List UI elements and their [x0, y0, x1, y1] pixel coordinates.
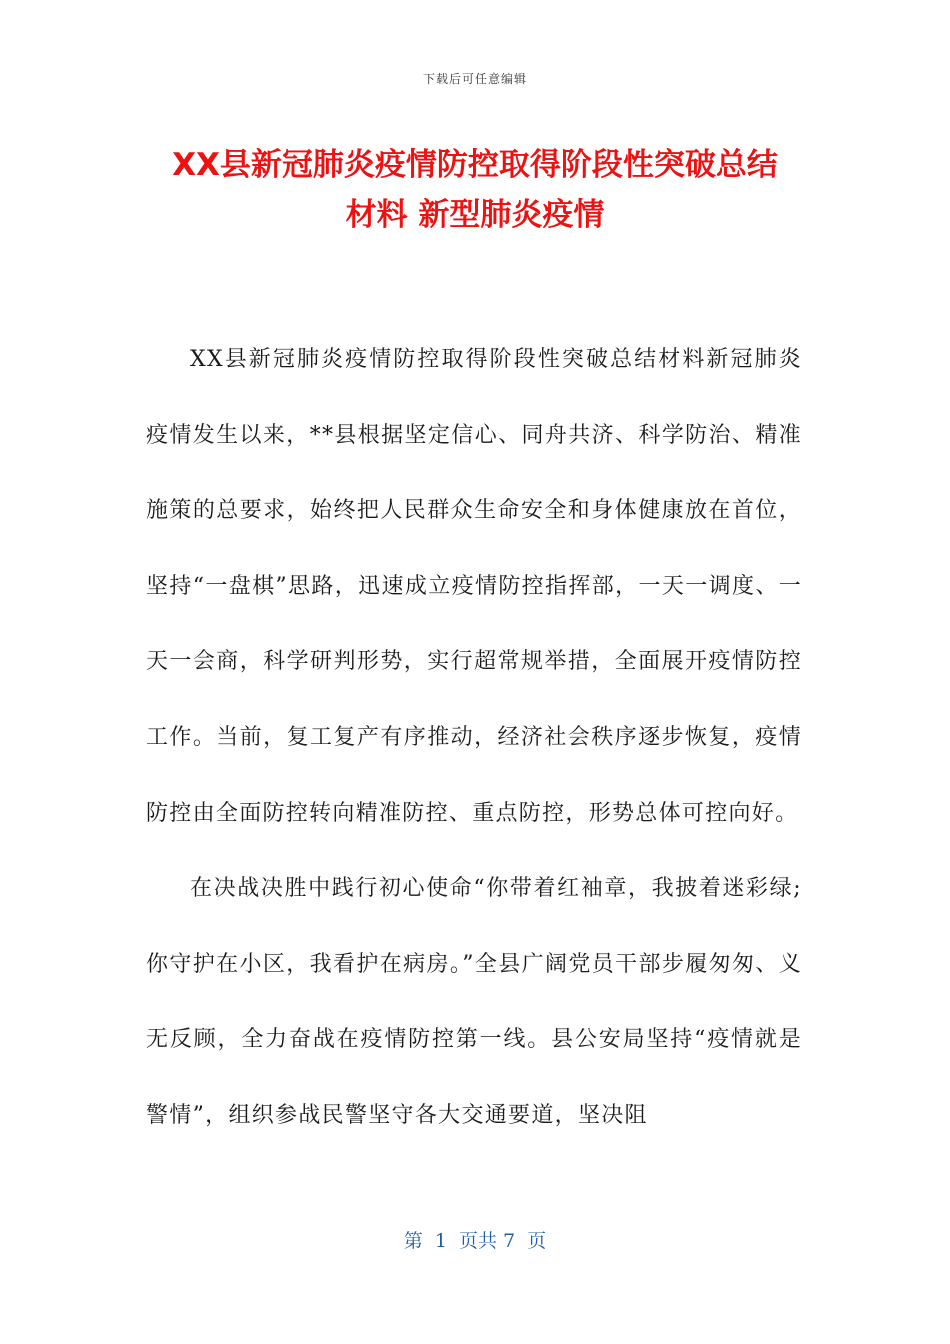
page-footer: 第 1 页共 7 页: [403, 1230, 547, 1252]
header-note: 下载后可任意编辑: [422, 72, 527, 86]
paragraph-2: 在决战决胜中践行初心使命“你带着红袖章，我披着迷彩绿;你守护在小区，我看护在病房。”全县广阔党员干部步履匆匆、义无反顾，全力奋战在疫情防控第一线。县公安局坚持“疫情就是警情”，组织参战民警坚守各大交通要道，坚决阻: [146, 876, 802, 1128]
paragraph-1: XX县新冠肺炎疫情防控取得阶段性突破总结材料新冠肺炎疫情发生以来，**县根据坚定信心、同舟共济、科学防治、精准施策的总要求，始终把人民群众生命安全和身体健康放在首位，坚持“一盘棋”思路，迅速成立疫情防控指挥部，一天一调度、一天一会商，科学研判形势，实行超常规举措，全面展开疫情防控工作。当前，复工复产有序推动，经济社会秩序逐步恢复，疫情防控由全面防控转向精准防控、重点防控，形势总体可控向好。: [146, 347, 802, 826]
document-title: [120, 140, 830, 240]
document-body: [146, 322, 802, 1154]
title-line-1: XX县新冠肺炎疫情防控取得阶段性突破总结: [172, 147, 778, 183]
title-line-2: 材料 新型肺炎疫情: [345, 197, 605, 233]
